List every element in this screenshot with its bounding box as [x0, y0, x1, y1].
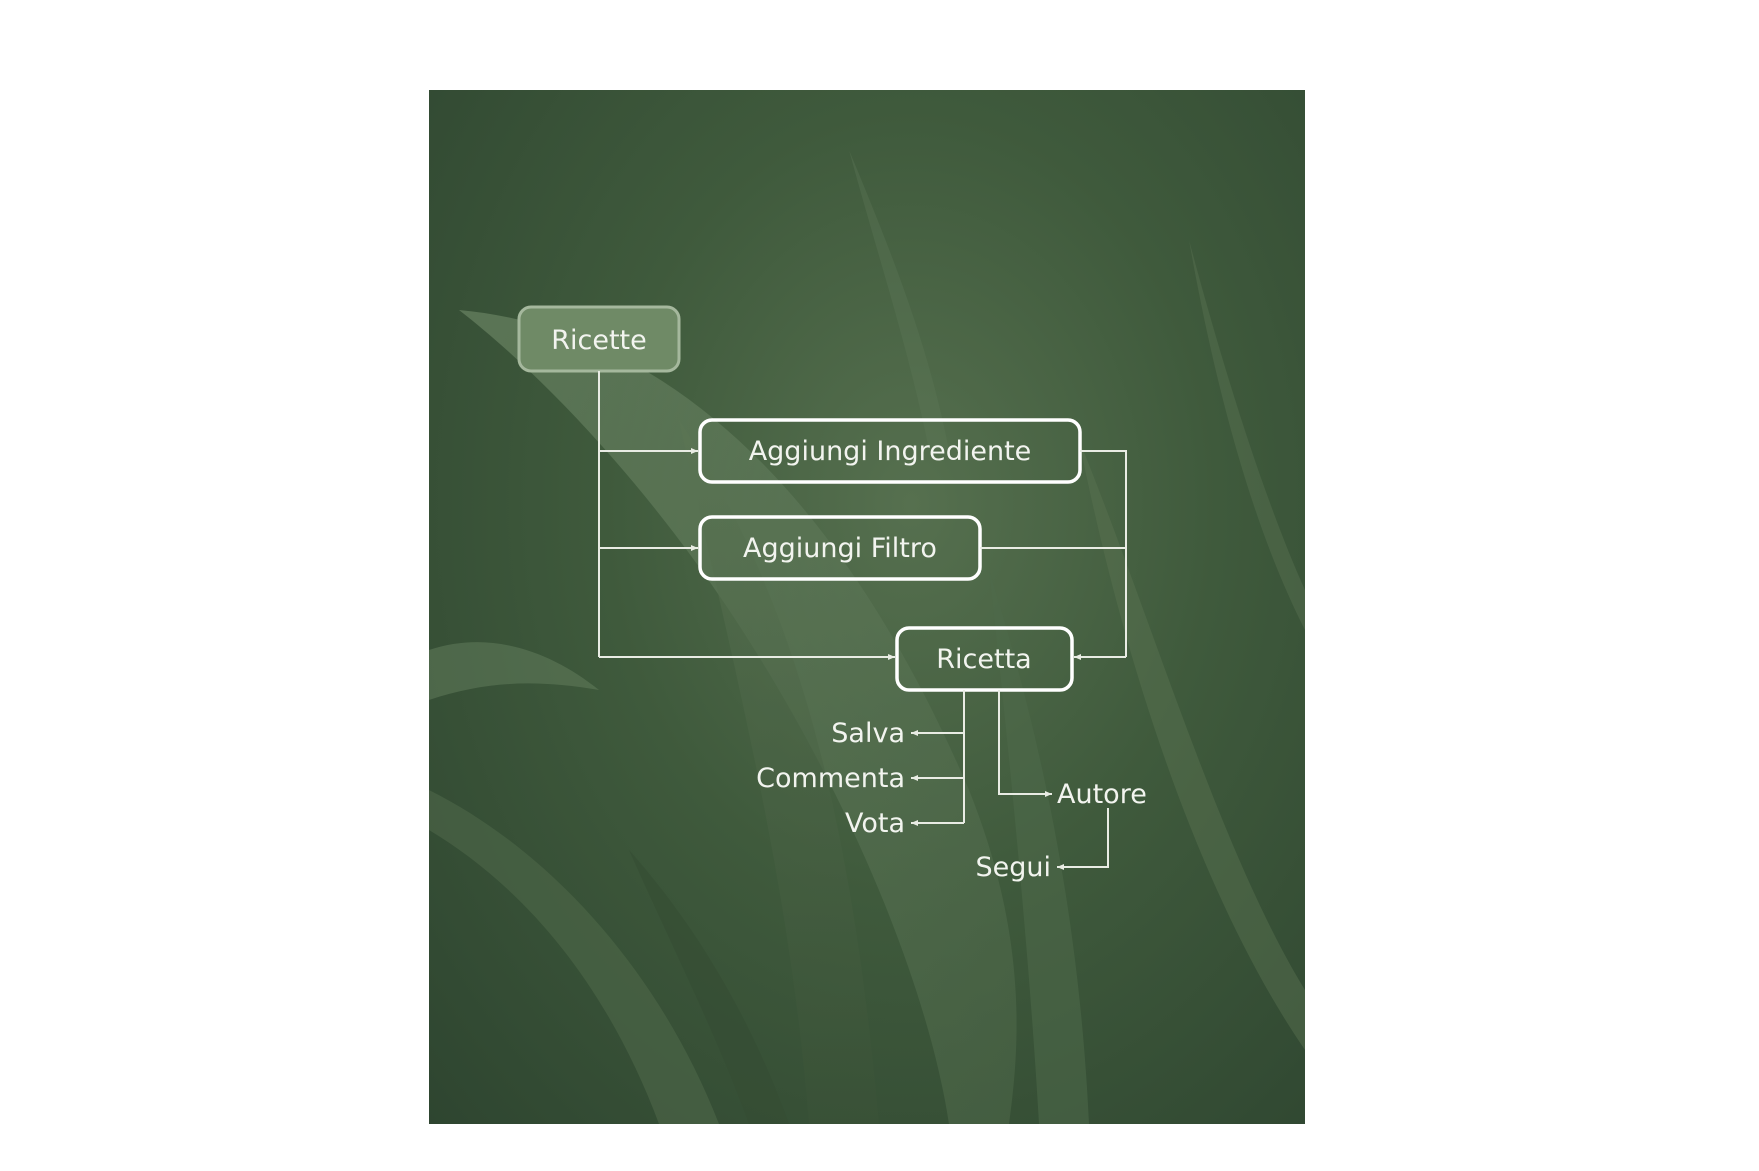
action-segui[interactable]: Segui — [975, 852, 1051, 883]
action-vota[interactable]: Vota — [844, 808, 905, 839]
background-photo-panel — [429, 90, 1305, 1124]
node-aggiungi-ingrediente[interactable] — [700, 420, 1080, 482]
navigation-flow-diagram — [429, 90, 1305, 1124]
edge-ricetta-to-autore — [999, 690, 1052, 794]
edge-autore-to-segui — [1057, 808, 1108, 867]
node-ricetta[interactable] — [897, 628, 1072, 690]
action-autore[interactable]: Autore — [1057, 779, 1147, 810]
root-node-label: Ricette — [551, 325, 647, 356]
root-node-ricette[interactable] — [519, 307, 679, 371]
node-aggiungi-filtro-label: Aggiungi Filtro — [743, 533, 937, 564]
node-aggiungi-ingrediente-label: Aggiungi Ingrediente — [748, 436, 1032, 467]
node-ricetta-label: Ricetta — [936, 644, 1032, 675]
action-salva[interactable]: Salva — [831, 718, 905, 749]
node-aggiungi-filtro[interactable] — [700, 517, 980, 579]
edge-ingrediente-to-collector — [1080, 451, 1126, 657]
action-commenta[interactable]: Commenta — [756, 763, 905, 794]
